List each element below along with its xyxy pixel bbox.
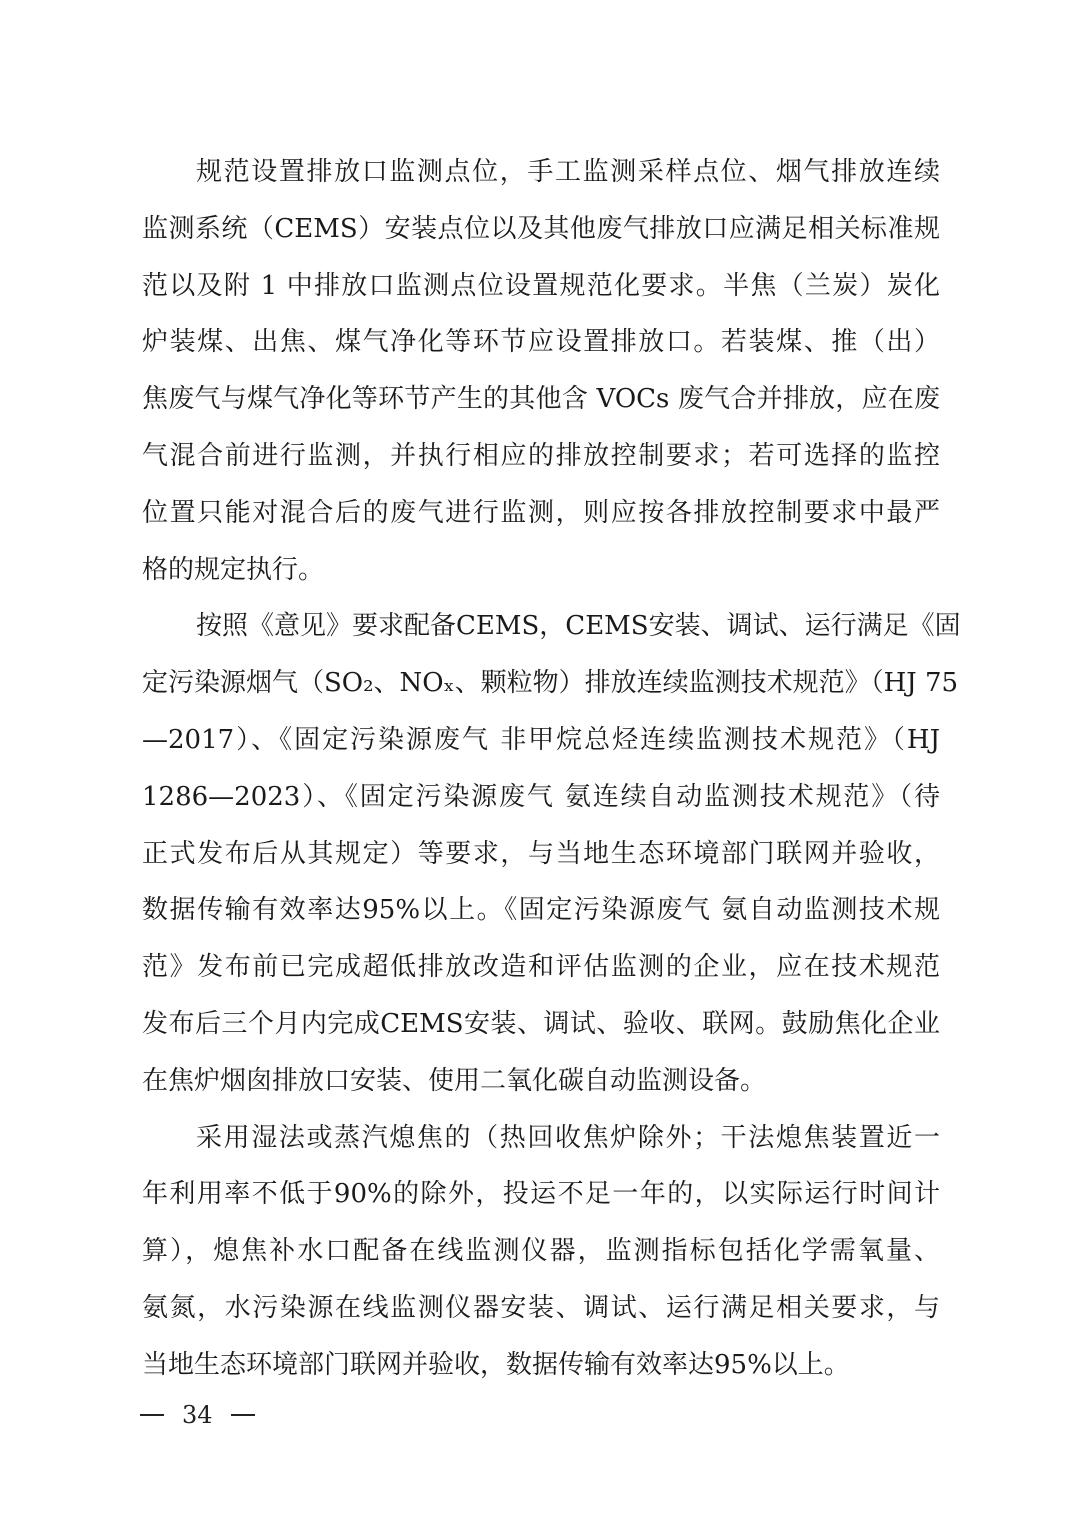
page-number: 34 xyxy=(182,1401,213,1429)
paragraph-3 xyxy=(142,1116,940,1400)
text-line: 年利用率不低于90%的除外，投运不足一年的，以实际运行时间计 xyxy=(142,1179,940,1210)
text-line: 1286—2023）、《固定污染源废气 氨连续自动监测技术规范》（待 xyxy=(142,781,940,812)
text-line: 规范设置排放口监测点位，手工监测采样点位、烟气排放连续 xyxy=(196,157,940,187)
text-line: 范以及附 1 中排放口监测点位设置规范化要求。半焦（兰炭）炭化 xyxy=(142,270,940,301)
paragraph-2 xyxy=(142,604,961,1115)
text-line: 正式发布后从其规定）等要求，与当地生态环境部门联网并验收， xyxy=(142,838,940,869)
text-line: 当地生态环境部门联网并验收，数据传输有效率达95%以上。 xyxy=(142,1349,850,1380)
paragraph-1 xyxy=(142,150,940,604)
footer-dash-left xyxy=(140,1414,164,1416)
text-line: 焦废气与煤气净化等环节产生的其他含 VOCs 废气合并排放，应在废 xyxy=(142,384,940,415)
text-line: 格的规定执行。 xyxy=(142,554,325,585)
text-line: 按照《意见》要求配备CEMS，CEMS安装、调试、运行满足《固 xyxy=(196,611,961,642)
text-line: 位置只能对混合后的废气进行监测，则应按各排放控制要求中最严 xyxy=(142,497,940,528)
text-line: 范》发布前已完成超低排放改造和评估监测的企业，应在技术规范 xyxy=(142,952,940,983)
footer-dash-right xyxy=(231,1414,255,1416)
text-line: 发布后三个月内完成CEMS安装、调试、验收、联网。鼓励焦化企业 xyxy=(142,1008,940,1039)
text-line: 监测系统（CEMS）安装点位以及其他废气排放口应满足相关标准规 xyxy=(142,213,940,244)
text-line: 氨氮，水污染源在线监测仪器安装、调试、运行满足相关要求，与 xyxy=(142,1292,940,1323)
text-line: 采用湿法或蒸汽熄焦的（热回收焦炉除外；干法熄焦装置近一 xyxy=(196,1122,940,1153)
text-line: 在焦炉烟囱排放口安装、使用二氧化碳自动监测设备。 xyxy=(142,1065,767,1096)
text-line: 算），熄焦补水口配备在线监测仪器，监测指标包括化学需氧量、 xyxy=(142,1236,940,1267)
text-line: 定污染源烟气（SO₂、NOₓ、颗粒物）排放连续监测技术规范》（HJ 75 xyxy=(142,668,959,699)
text-line: —2017）、《固定污染源废气 非甲烷总烃连续监测技术规范》（HJ xyxy=(142,724,940,755)
text-line: 炉装煤、出焦、煤气净化等环节应设置排放口。若装煤、推（出） xyxy=(142,327,940,358)
document-body xyxy=(142,150,961,1400)
text-line: 气混合前进行监测，并执行相应的排放控制要求；若可选择的监控 xyxy=(142,440,940,471)
text-line: 数据传输有效率达95%以上。《固定污染源废气 氨自动监测技术规 xyxy=(142,895,940,926)
page-footer xyxy=(140,1398,255,1432)
